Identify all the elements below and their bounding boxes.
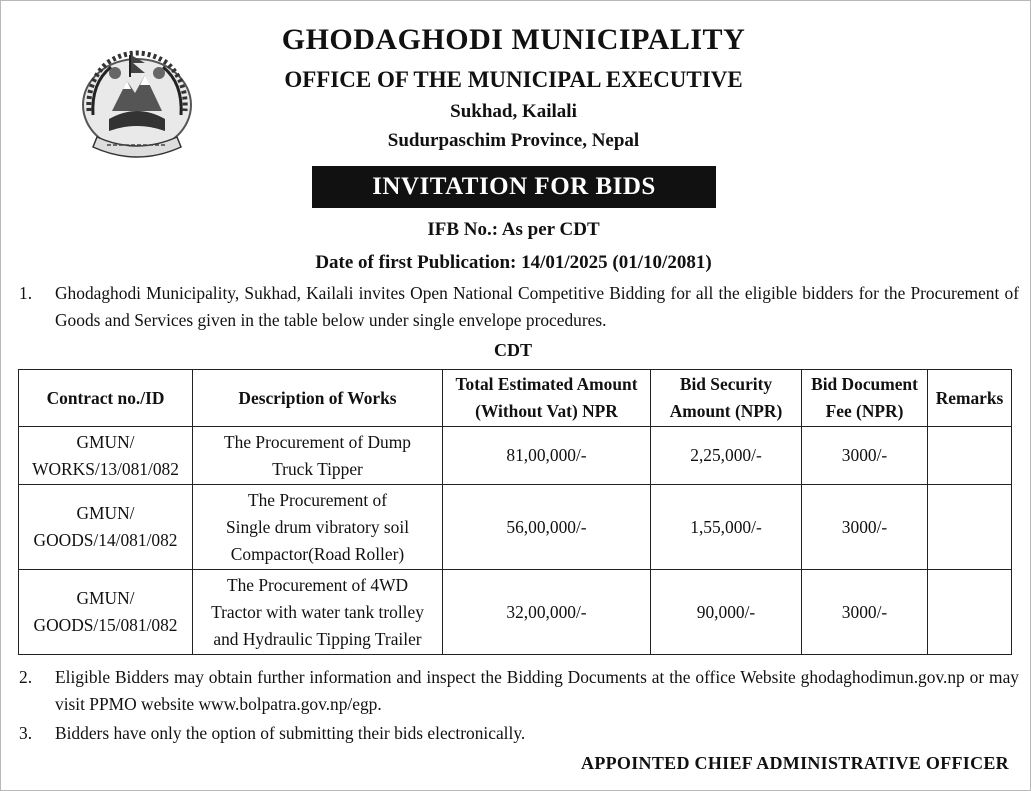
cell-remarks (928, 427, 1012, 485)
cell-amount: 56,00,000/- (443, 485, 651, 570)
office-name: OFFICE OF THE MUNICIPAL EXECUTIVE (284, 67, 743, 92)
table-header-row (19, 370, 1012, 427)
table-caption: CDT (493, 340, 532, 360)
paragraph-3 (19, 720, 1019, 748)
header-security (651, 370, 802, 427)
contract-line1: GMUN/ (76, 431, 135, 452)
cell-security: 1,55,000/- (651, 485, 802, 570)
description-line2: Truck Tipper (272, 458, 363, 479)
cell-security: 90,000/- (651, 570, 802, 655)
org-name: GHODAGHODI MUNICIPALITY (281, 23, 746, 56)
header-amount (443, 370, 651, 427)
notice-title: INVITATION FOR BIDS (312, 166, 716, 208)
address-line-1: Sukhad, Kailali (450, 101, 577, 122)
header-amount-line2: (Without Vat) NPR (475, 401, 618, 421)
cell-fee: 3000/- (802, 570, 928, 655)
paragraph-text: Bidders have only the option of submitting their bids electronically. (55, 723, 526, 743)
paragraph-number: 1. (19, 283, 33, 303)
contract-line2: WORKS/13/081/082 (32, 458, 179, 479)
cell-contract (19, 485, 193, 570)
cell-remarks (928, 570, 1012, 655)
header-security-line1: Bid Security (679, 374, 773, 394)
bids-table (18, 369, 1012, 655)
header-fee-line2: Fee (NPR) (825, 401, 904, 421)
cell-description (193, 427, 443, 485)
paragraph-number: 2. (19, 667, 33, 687)
contract-line1: GMUN/ (76, 588, 135, 608)
cell-remarks (928, 485, 1012, 570)
header-description: Description of Works (193, 370, 443, 427)
table-row (19, 485, 1012, 570)
cell-contract (19, 427, 193, 485)
cell-amount: 32,00,000/- (443, 570, 651, 655)
nepal-government-emblem-icon (67, 41, 207, 167)
description-line3: Compactor(Road Roller) (230, 543, 405, 564)
description-line3: and Hydraulic Tipping Trailer (213, 628, 422, 649)
description-line2: Single drum vibratory soil (225, 516, 410, 537)
cell-security: 2,25,000/- (651, 427, 802, 485)
cell-description (193, 485, 443, 570)
paragraph-text: Eligible Bidders may obtain further information and inspect the Bidding Documents at the office Website ghodaghodimun.gov.np or may visit PPMO website www.bolpatra.gov.np/egp. (55, 667, 1019, 714)
header-contract: Contract no./ID (19, 370, 193, 427)
paragraph-text: Ghodaghodi Municipality, Sukhad, Kailali invites Open National Competitive Bidding for all the eligible bidders for the Procurement of Goods and Services given in the table below under single envelope procedures. (55, 283, 1019, 330)
header-amount-line1: Total Estimated Amount (455, 374, 638, 394)
contract-line2: GOODS/15/081/082 (33, 615, 178, 635)
table-row (19, 570, 1012, 655)
cell-amount: 81,00,000/- (443, 427, 651, 485)
description-line1: The Procurement of 4WD (226, 574, 409, 595)
table-row (19, 427, 1012, 485)
description-line2: Tractor with water tank trolley (211, 601, 424, 622)
header-security-line2: Amount (NPR) (669, 401, 783, 421)
contract-line1: GMUN/ (76, 503, 135, 523)
paragraph-number: 3. (19, 723, 33, 743)
signoff: APPOINTED CHIEF ADMINISTRATIVE OFFICER (581, 753, 1009, 773)
cell-contract (19, 570, 193, 655)
cell-fee: 3000/- (802, 427, 928, 485)
paragraph-2 (19, 664, 1019, 720)
header-fee-line1: Bid Document (811, 374, 918, 394)
header-remarks: Remarks (928, 370, 1012, 427)
contract-line2: GOODS/14/081/082 (33, 530, 178, 550)
description-line1: The Procurement of (247, 489, 388, 510)
address-line-2: Sudurpaschim Province, Nepal (387, 130, 640, 151)
header-fee (802, 370, 928, 427)
paragraph-1 (19, 280, 1019, 336)
ifb-number: IFB No.: As per CDT (427, 219, 600, 240)
cell-description (193, 570, 443, 655)
description-line1: The Procurement of Dump (224, 431, 411, 452)
cell-fee: 3000/- (802, 485, 928, 570)
publication-date: Date of first Publication: 14/01/2025 (01/10/2081) (315, 252, 712, 273)
